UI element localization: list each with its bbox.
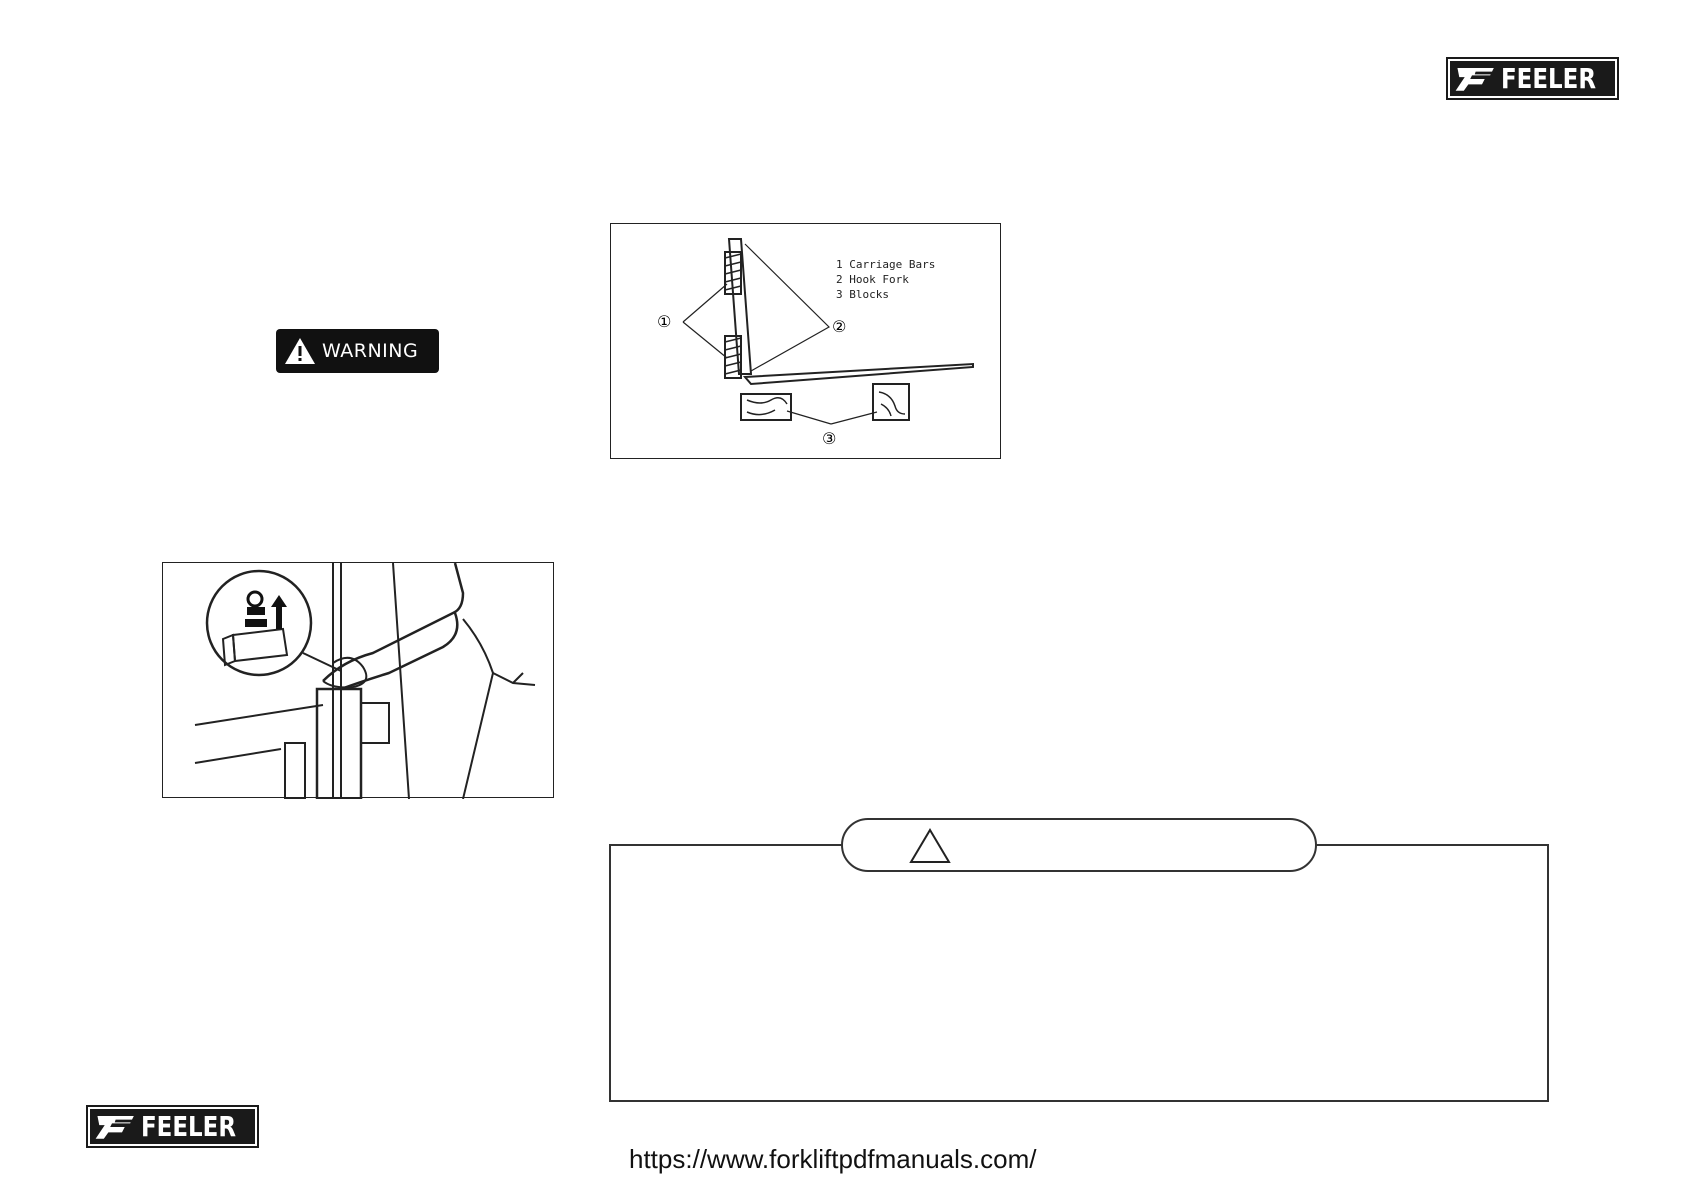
callout-1: ① xyxy=(657,312,672,331)
header-logo xyxy=(1446,57,1619,100)
carriage-diagram-drawing xyxy=(611,224,1002,460)
header-logo-text: FEELER xyxy=(1501,61,1597,95)
carriage-diagram xyxy=(610,223,1001,459)
fork-pin-illustration xyxy=(162,562,554,798)
legend-item: 1 Carriage Bars xyxy=(836,258,936,271)
footer-url-link[interactable]: https://www.forkliftpdfmanuals.com/ xyxy=(629,1144,1037,1174)
callout-2: ② xyxy=(832,317,847,336)
footer-logo xyxy=(86,1105,259,1148)
callout-3: ③ xyxy=(822,429,837,448)
warning-badge xyxy=(276,329,439,373)
carriage-legend xyxy=(836,257,935,302)
warning-triangle-icon xyxy=(284,336,316,366)
fork-pin-drawing xyxy=(163,563,555,799)
caution-header-tab xyxy=(841,818,1317,872)
legend-item: 2 Hook Fork xyxy=(836,273,909,286)
legend-item: 3 Blocks xyxy=(836,288,889,301)
fork-unlock-icon xyxy=(241,589,293,637)
feeler-logo-icon xyxy=(1452,59,1501,98)
caution-box xyxy=(609,844,1549,1102)
footer-logo-text: FEELER xyxy=(141,1109,237,1143)
warning-label: WARNING xyxy=(322,340,419,362)
caution-triangle-icon xyxy=(909,828,951,864)
feeler-logo-icon xyxy=(92,1107,141,1146)
